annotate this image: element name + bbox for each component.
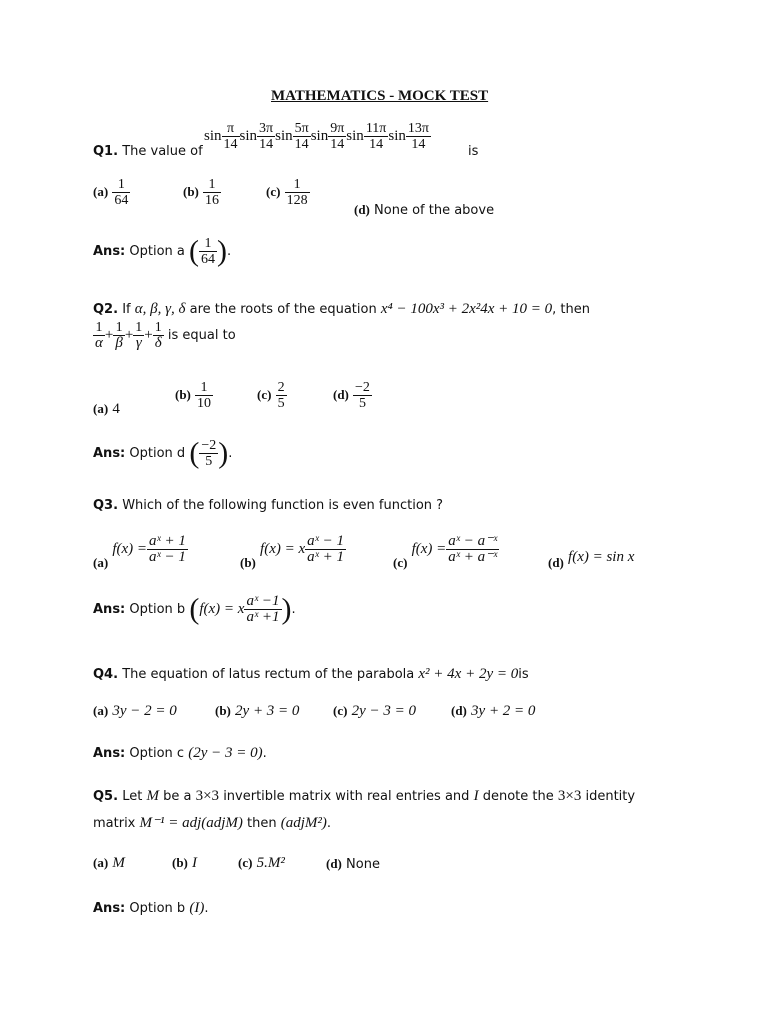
frac-den: 64 xyxy=(114,193,129,208)
matrix-symbol: M xyxy=(146,788,159,804)
question-number: Q1. xyxy=(93,144,119,159)
sin-text: sin xyxy=(388,128,406,144)
q3-option-b xyxy=(240,534,346,571)
option-label: (c) xyxy=(238,855,253,870)
question-text: identity xyxy=(585,789,636,804)
answer-value: (2y − 3 = 0) xyxy=(188,745,263,761)
expression: (adjM²) xyxy=(280,815,327,831)
dimension: 3×3 xyxy=(557,788,582,804)
frac-den: 14 xyxy=(259,137,274,152)
option-label: (d) xyxy=(548,555,564,570)
sin-text: sin xyxy=(239,128,258,144)
question-number: Q3. xyxy=(93,498,119,513)
question-text: Which of the following function is even function ? xyxy=(122,498,444,513)
identity-symbol: I xyxy=(473,788,479,804)
option-text: 3y − 2 = 0 xyxy=(112,703,177,719)
option-text: 3y + 2 = 0 xyxy=(471,703,536,719)
paren-close: ) xyxy=(218,436,229,470)
option-text: I xyxy=(192,855,198,871)
function-lhs: f(x) = xyxy=(411,541,447,557)
q4-option-b xyxy=(215,703,299,720)
frac-num: 1 xyxy=(112,177,130,193)
option-label: (d) xyxy=(333,387,349,402)
frac-num: aˣ −1 xyxy=(246,593,280,609)
frac-den: 64 xyxy=(201,252,216,267)
frac-num: 1 xyxy=(93,320,105,336)
question-text: If xyxy=(122,302,131,317)
q1-suffix: is xyxy=(468,144,479,159)
frac-den: β xyxy=(115,335,123,351)
q5-question-line1 xyxy=(93,788,635,805)
frac-num: 1 xyxy=(285,177,310,193)
q3-answer: Ans: Option b (f(x) = x $\frac{\text{aˣ −1}}{\text{aˣ +1}}$ ). xyxy=(93,592,296,626)
q3-option-d xyxy=(548,549,634,571)
frac-den: 5 xyxy=(205,454,213,469)
option-text: 5.M² xyxy=(256,855,285,871)
option-label: (d) xyxy=(326,856,342,871)
equation: x² + 4x + 2y = 0 xyxy=(418,666,519,682)
function-lhs: f(x) = x xyxy=(199,601,245,617)
frac-den: aˣ +1 xyxy=(246,609,280,625)
frac-num: 13π xyxy=(407,121,429,136)
question-text: Let xyxy=(122,789,143,804)
answer-label: Ans: xyxy=(93,602,126,617)
frac-num: 3π xyxy=(259,121,274,136)
option-label: (c) xyxy=(266,184,281,199)
frac-den: 14 xyxy=(369,137,384,152)
q2-sum-expr: $\frac{1}{\alpha}$ + $\frac{1}{\beta}$ + $\frac{1}{\gamma}$ + $\frac{1}{\delta}$ is equal to xyxy=(95,320,236,351)
answer-label: Ans: xyxy=(93,244,126,259)
q4-option-c xyxy=(333,703,416,720)
roots-expr: α, β, γ, δ xyxy=(134,301,186,317)
frac-num: 1 xyxy=(113,320,124,336)
q5-option-d xyxy=(326,856,380,872)
frac-num: 9π xyxy=(330,121,345,136)
frac-num: 2 xyxy=(277,380,285,395)
question-text: matrix xyxy=(93,816,136,831)
answer-text: Option b xyxy=(129,901,186,916)
q1-option-a xyxy=(93,177,130,208)
frac-num: −2 xyxy=(355,380,370,395)
answer-label: Ans: xyxy=(93,746,126,761)
question-text: then xyxy=(247,816,277,831)
question-text: , then xyxy=(552,302,591,317)
answer-label: Ans: xyxy=(93,446,126,461)
q4-option-a xyxy=(93,703,177,720)
frac-num: 1 xyxy=(199,236,217,252)
frac-num: aˣ − a⁻ˣ xyxy=(448,533,498,549)
q3-option-a xyxy=(93,534,188,571)
frac-den: γ xyxy=(135,335,142,351)
option-label: (a) xyxy=(93,855,109,870)
q5-question-line2: matrix M⁻¹ = adj(adjM) then (adjM²). xyxy=(93,815,332,831)
option-label: (b) xyxy=(183,184,199,199)
option-label: (b) xyxy=(240,555,256,570)
frac-num: 1 xyxy=(203,177,221,193)
paren-close: ) xyxy=(281,592,292,626)
option-text: 2y − 3 = 0 xyxy=(351,703,416,719)
q5-option-a xyxy=(93,855,125,872)
sin-text: sin xyxy=(346,128,364,144)
option-label: (d) xyxy=(451,703,467,718)
frac-den: 14 xyxy=(294,137,309,152)
q2-question xyxy=(93,301,590,318)
q5-option-c xyxy=(238,855,285,872)
paren-open: ( xyxy=(189,592,200,626)
sin-text: sin xyxy=(275,128,293,144)
frac-den: aˣ + a⁻ˣ xyxy=(448,549,498,565)
frac-num: π xyxy=(222,121,240,137)
q2-option-a xyxy=(93,401,120,418)
frac-den: aˣ − 1 xyxy=(149,549,186,565)
sin-text: sin xyxy=(310,128,329,144)
equation: M⁻¹ = adj(adjM) xyxy=(139,815,243,831)
question-text: invertible matrix with real entries and xyxy=(223,789,470,804)
question-number: Q5. xyxy=(93,789,119,804)
q2-answer: Ans: Option d ( $\frac{-2}{5}$ ). xyxy=(93,436,233,470)
frac-den: 16 xyxy=(205,193,220,208)
frac-num: 1 xyxy=(195,380,213,396)
function-lhs: f(x) = sin x xyxy=(568,549,635,565)
frac-den: 14 xyxy=(411,137,426,152)
option-text: M xyxy=(112,855,125,871)
option-text: None xyxy=(346,857,380,872)
option-label: (b) xyxy=(215,703,231,718)
question-text: is xyxy=(518,667,529,682)
frac-den: 5 xyxy=(277,396,285,411)
q5-option-b xyxy=(172,855,197,872)
q1-answer: Ans: Option a ( $\frac{1}{64}$ ). xyxy=(93,234,232,268)
frac-num: aˣ + 1 xyxy=(149,533,186,549)
question-text: are the roots of the equation xyxy=(189,302,377,317)
frac-num: aˣ − 1 xyxy=(307,533,344,549)
q4-option-d xyxy=(451,703,535,720)
option-label: (a) xyxy=(93,184,109,199)
frac-num: 5π xyxy=(294,121,309,136)
function-lhs: f(x) = x xyxy=(260,541,306,557)
question-number: Q4. xyxy=(93,667,119,682)
q2-option-d xyxy=(333,380,372,411)
frac-num: −2 xyxy=(201,438,217,453)
page-title: MATHEMATICS - MOCK TEST xyxy=(271,88,489,104)
frac-den: α xyxy=(95,335,103,351)
option-text: None of the above xyxy=(374,203,495,218)
option-label: (d) xyxy=(354,202,370,217)
option-label: (c) xyxy=(393,555,408,570)
answer-text: Option a xyxy=(129,244,185,259)
question-text: The equation of latus rectum of the parabola xyxy=(122,667,415,682)
equation: x⁴ − 100x³ + 2x²4x + 10 = 0 xyxy=(380,301,553,317)
answer-text: Option d xyxy=(129,446,186,461)
option-label: (a) xyxy=(93,555,109,570)
q1-expression xyxy=(204,121,431,152)
question-number: Q2. xyxy=(93,302,119,317)
frac-den: 128 xyxy=(286,193,308,208)
option-text: 2y + 3 = 0 xyxy=(235,703,300,719)
question-text: is equal to xyxy=(167,328,236,343)
q2-option-c xyxy=(257,380,287,411)
option-label: (a) xyxy=(93,703,109,718)
frac-den: 10 xyxy=(197,396,212,411)
q1-option-c xyxy=(266,177,310,208)
q1-option-d xyxy=(354,202,494,218)
option-text: 4 xyxy=(112,401,120,417)
frac-den: aˣ + 1 xyxy=(307,549,344,565)
option-label: (c) xyxy=(333,703,348,718)
answer-label: Ans: xyxy=(93,901,126,916)
q4-question xyxy=(93,666,529,683)
function-lhs: f(x) = xyxy=(112,541,147,557)
sin-text: sin xyxy=(204,128,222,144)
frac-den: δ xyxy=(154,335,162,351)
question-text: be a xyxy=(163,789,192,804)
q3-question xyxy=(93,498,443,513)
paren-open: ( xyxy=(189,234,200,268)
answer-value: (I) xyxy=(189,900,205,916)
option-label: (c) xyxy=(257,387,272,402)
q5-answer: Ans: Option b (I). xyxy=(93,900,209,916)
q1-option-b xyxy=(183,177,221,208)
q1-question xyxy=(93,144,203,159)
paren-open: ( xyxy=(189,436,200,470)
frac-num: 1 xyxy=(154,320,162,335)
question-text: The value of xyxy=(122,144,203,159)
paren-close: ) xyxy=(217,234,228,268)
dimension: 3×3 xyxy=(195,788,220,804)
q4-answer: Ans: Option c (2y − 3 = 0). xyxy=(93,745,267,761)
option-label: (b) xyxy=(172,855,188,870)
frac-den: 5 xyxy=(358,396,366,411)
option-label: (a) xyxy=(93,401,109,416)
frac-num: 1 xyxy=(135,320,143,335)
answer-text: Option c xyxy=(129,746,185,761)
q3-option-c xyxy=(393,534,499,571)
frac-den: 14 xyxy=(223,137,238,152)
question-text: denote the xyxy=(482,789,554,804)
option-label: (b) xyxy=(175,387,191,402)
q2-option-b xyxy=(175,380,213,411)
frac-num: 11π xyxy=(365,121,387,136)
answer-text: Option b xyxy=(129,602,186,617)
frac-den: 14 xyxy=(330,137,345,152)
